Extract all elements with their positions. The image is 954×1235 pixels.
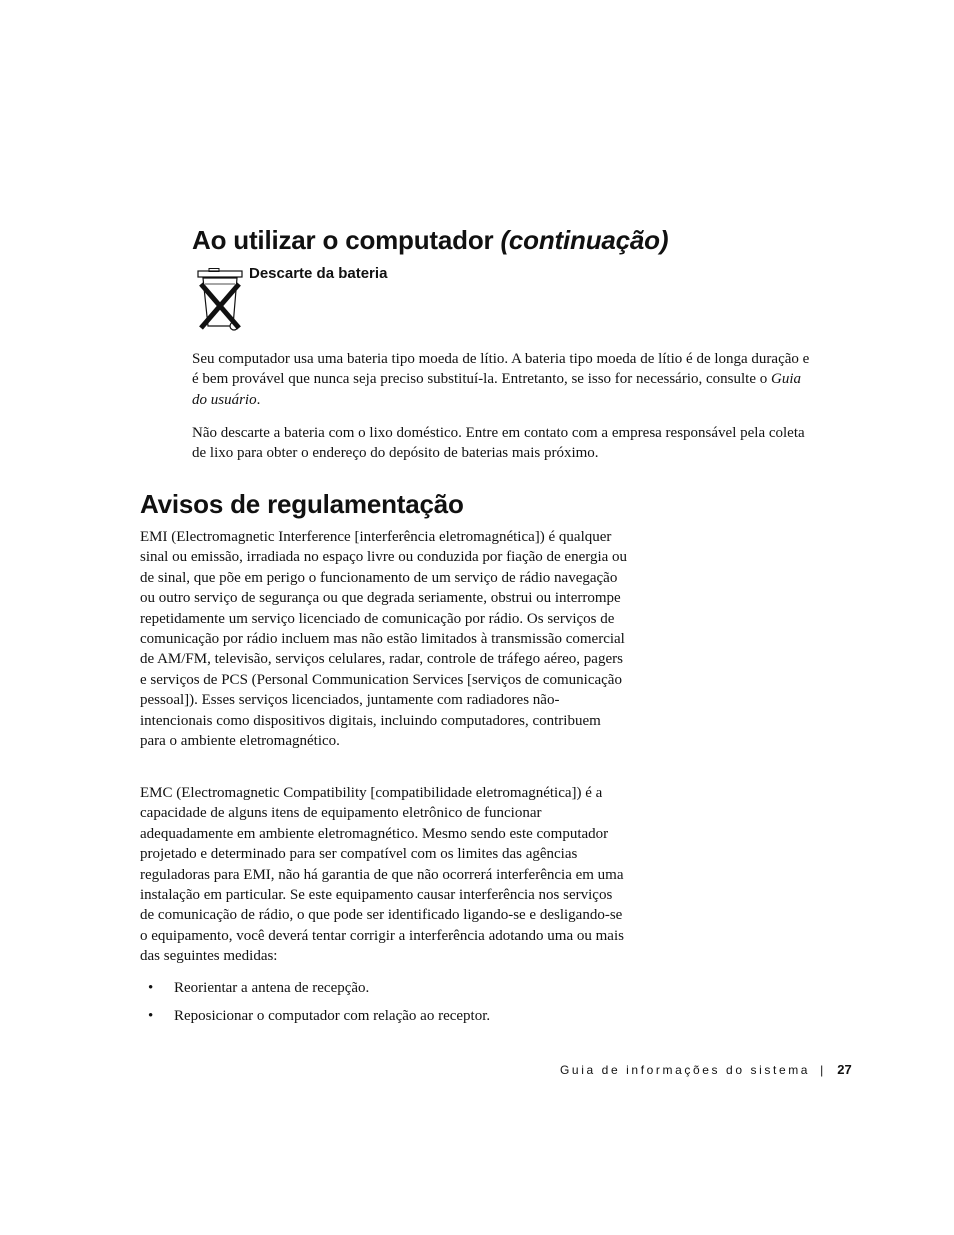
bullet-icon: • [148,980,154,996]
measures-list [140,978,700,1035]
section-heading-title: Ao utilizar o computador [192,225,501,255]
emc-paragraph: EMC (Electromagnetic Compatibility [compatibilidade eletromagnética]) é a capacidade de alguns itens de equipamento eletrônico de funcionar adequadamente em ambiente eletromagnético. Mesmo sendo este computador projetado e determinado para ser compatível com os limites das agências reguladoras para EMI, não há garantia de que não ocorrerá interferência em uma instalação em particular. Se este equipamento causar interferência nos serviços de comunicação de rádio, o que pode ser identificado ligando-se e desligando-se o equipamento, você deverá tentar corrigir a interferência adotando uma ou mais das seguintes medidas: [140,785,624,965]
battery-paragraph-2: Não descarte a bateria com o lixo doméstico. Entre em contato com a empresa responsável pela coleta de lixo para obter o endereço do depósito de baterias mais próximo. [192,425,805,462]
user-guide-reference: Guia do usuário [192,371,801,408]
bullet-icon: • [148,1008,154,1025]
regulatory-heading: Avisos de regulamentação [140,489,464,519]
list-item-text: Reorientar a antena de recepção. [174,980,370,996]
footer-separator: | [820,1063,824,1077]
battery-paragraph-1 [192,349,812,410]
list-item-text: Reposicionar o computador com relação ao receptor. [174,1008,491,1025]
battery-paragraph-1-end: . [256,391,261,408]
continued-label: (continuação) [500,225,669,255]
page-footer [560,1061,852,1079]
list-item [140,1006,700,1026]
list-item [140,978,700,998]
battery-paragraph-1-text: Seu computador usa uma bateria tipo moeda de lítio. A bateria tipo moeda de lítio é de longa duração e é bem provável que nunca seja preciso substituí-la. Entretanto, se isso for necessário, consulte o [192,351,810,388]
section-heading [192,222,668,258]
footer-title: Guia de informações do sistema [560,1063,811,1077]
battery-disposal-heading: Descarte da bateria [249,265,388,282]
page-number: 27 [837,1062,852,1077]
crossed-out-wheelie-bin-icon [196,268,246,334]
emi-paragraph: EMI (Electromagnetic Interference [interferência eletromagnética]) é qualquer sinal ou emissão, irradiada no espaço livre ou conduzida por fiação de energia ou de sinal, que põe em perigo o funcionamento de um serviço de rádio navegação ou outro serviço de segurança ou que degrada seriamente, obstrui ou interrompe repetidamente um serviço licenciado de comunicação por rádio. Os serviços de comunicação por rádio incluem mas não estão limitados à transmissão comercial de AM/FM, televisão, serviços celulares, radar, controle de tráfego aéreo, pagers e serviços de PCS (Personal Communication Services [serviços de comunicação pessoal]). Esses serviços licenciados, juntamente com radiadores não-intencionais como dispositivos digitais, incluindo computadores, contribuem para o ambiente eletromagnético. [140,529,628,750]
